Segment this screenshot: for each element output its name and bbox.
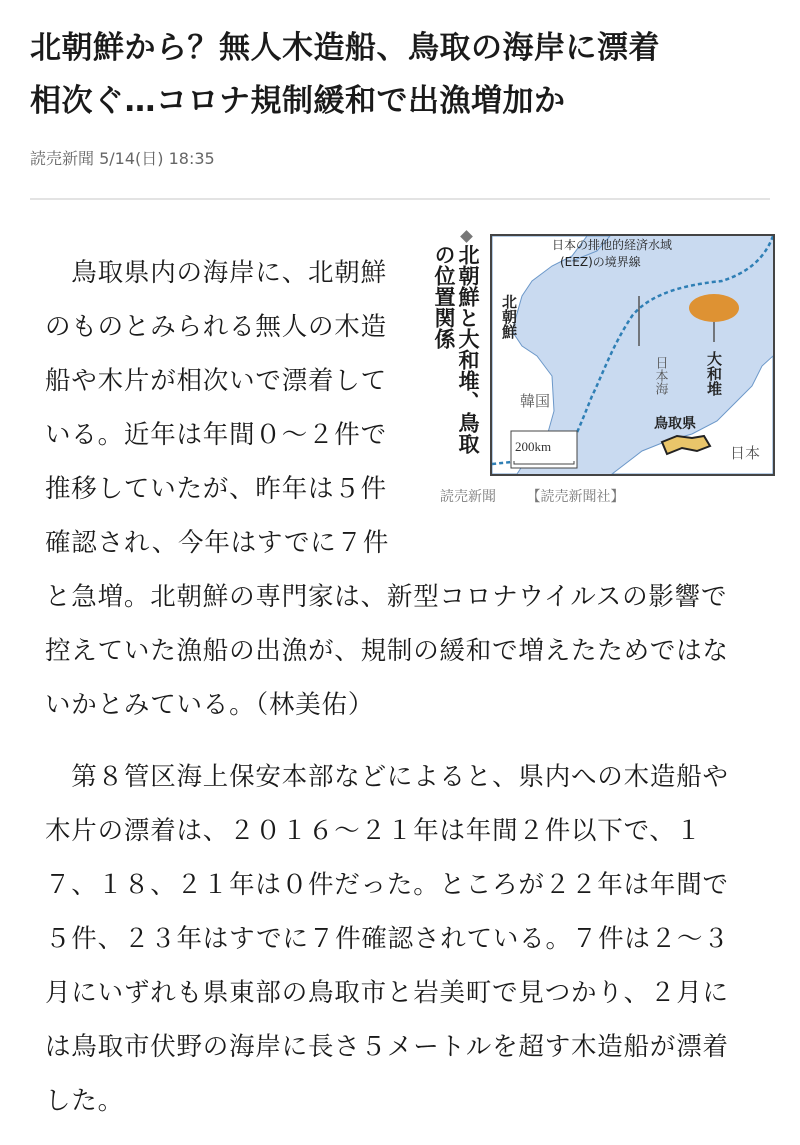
byline: 読売新聞 5/14(日) 18:35 [30,149,215,168]
figure-caption [440,486,650,506]
caption-source: 読売新聞 [440,489,496,505]
eez-label: 日本の排他的経済水域 [552,238,673,252]
tottori-label: 鳥取県 [654,416,696,432]
text-line: 推移していたが、昨年は５件 [45,474,387,504]
text-line: いる。近年は年間０～２件で [45,420,387,450]
sea-label: 日本海 [652,356,668,395]
text-line: 木片の漂着は、２０１６～２１年は年間２件以下で、１ [45,816,702,846]
cube-icon [460,230,473,243]
caption-credit: 【読売新聞社】 [526,489,625,505]
text-line: 確認され、今年はすでに７件 [45,528,390,558]
text-line: ５件、２３年はすでに７件確認されている。７件は２～３ [45,924,730,954]
text-line: いかとみている。（林美佑） [45,690,375,720]
text-line: 控えていた漁船の出漁が、規制の緩和で増えたためではな [45,636,729,666]
south-korea-label: 韓国 [520,392,551,410]
japan-label: 日本 [730,444,761,462]
map-image [490,234,775,476]
text-line: 船や木片が相次いで漂着して [45,366,387,396]
text-line: のものとみられる無人の木造 [45,312,387,342]
paragraph-2 [45,750,730,1128]
text-line: 鳥取県内の海岸に、北朝鮮 [45,258,387,288]
text-line: 第８管区海上保安本部などによると、県内への木造船や [45,762,729,792]
yamato-bank [689,294,739,322]
divider [30,198,770,200]
text-line: した。 [45,1086,124,1116]
text-line: と急増。北朝鮮の専門家は、新型コロナウイルスの影響で [45,582,728,612]
text-line: 月にいずれも県東部の鳥取市と岩美町で見つかり、２月に [45,978,729,1008]
title-line: 相次ぐ…コロナ規制緩和で出漁増加か [30,83,566,119]
eez-label: (EEZ)の境界線 [560,255,641,269]
text-line: ７、１８、２１年は０件だった。ところが２２年は年間で [45,870,729,900]
title-line: 北朝鮮から？無人木造船、鳥取の海岸に漂着 [30,30,660,66]
yamato-label: 大和堆 [705,351,723,396]
figure-title: 北朝鮮と大和堆、鳥取の位置関係 [432,244,480,454]
scale-label: 200km [515,439,552,454]
text-line: は鳥取市伏野の海岸に長さ５メートルを超す木造船が漂着 [45,1032,729,1062]
north-korea-label: 北朝鮮 [500,294,518,339]
article-title [30,22,775,128]
